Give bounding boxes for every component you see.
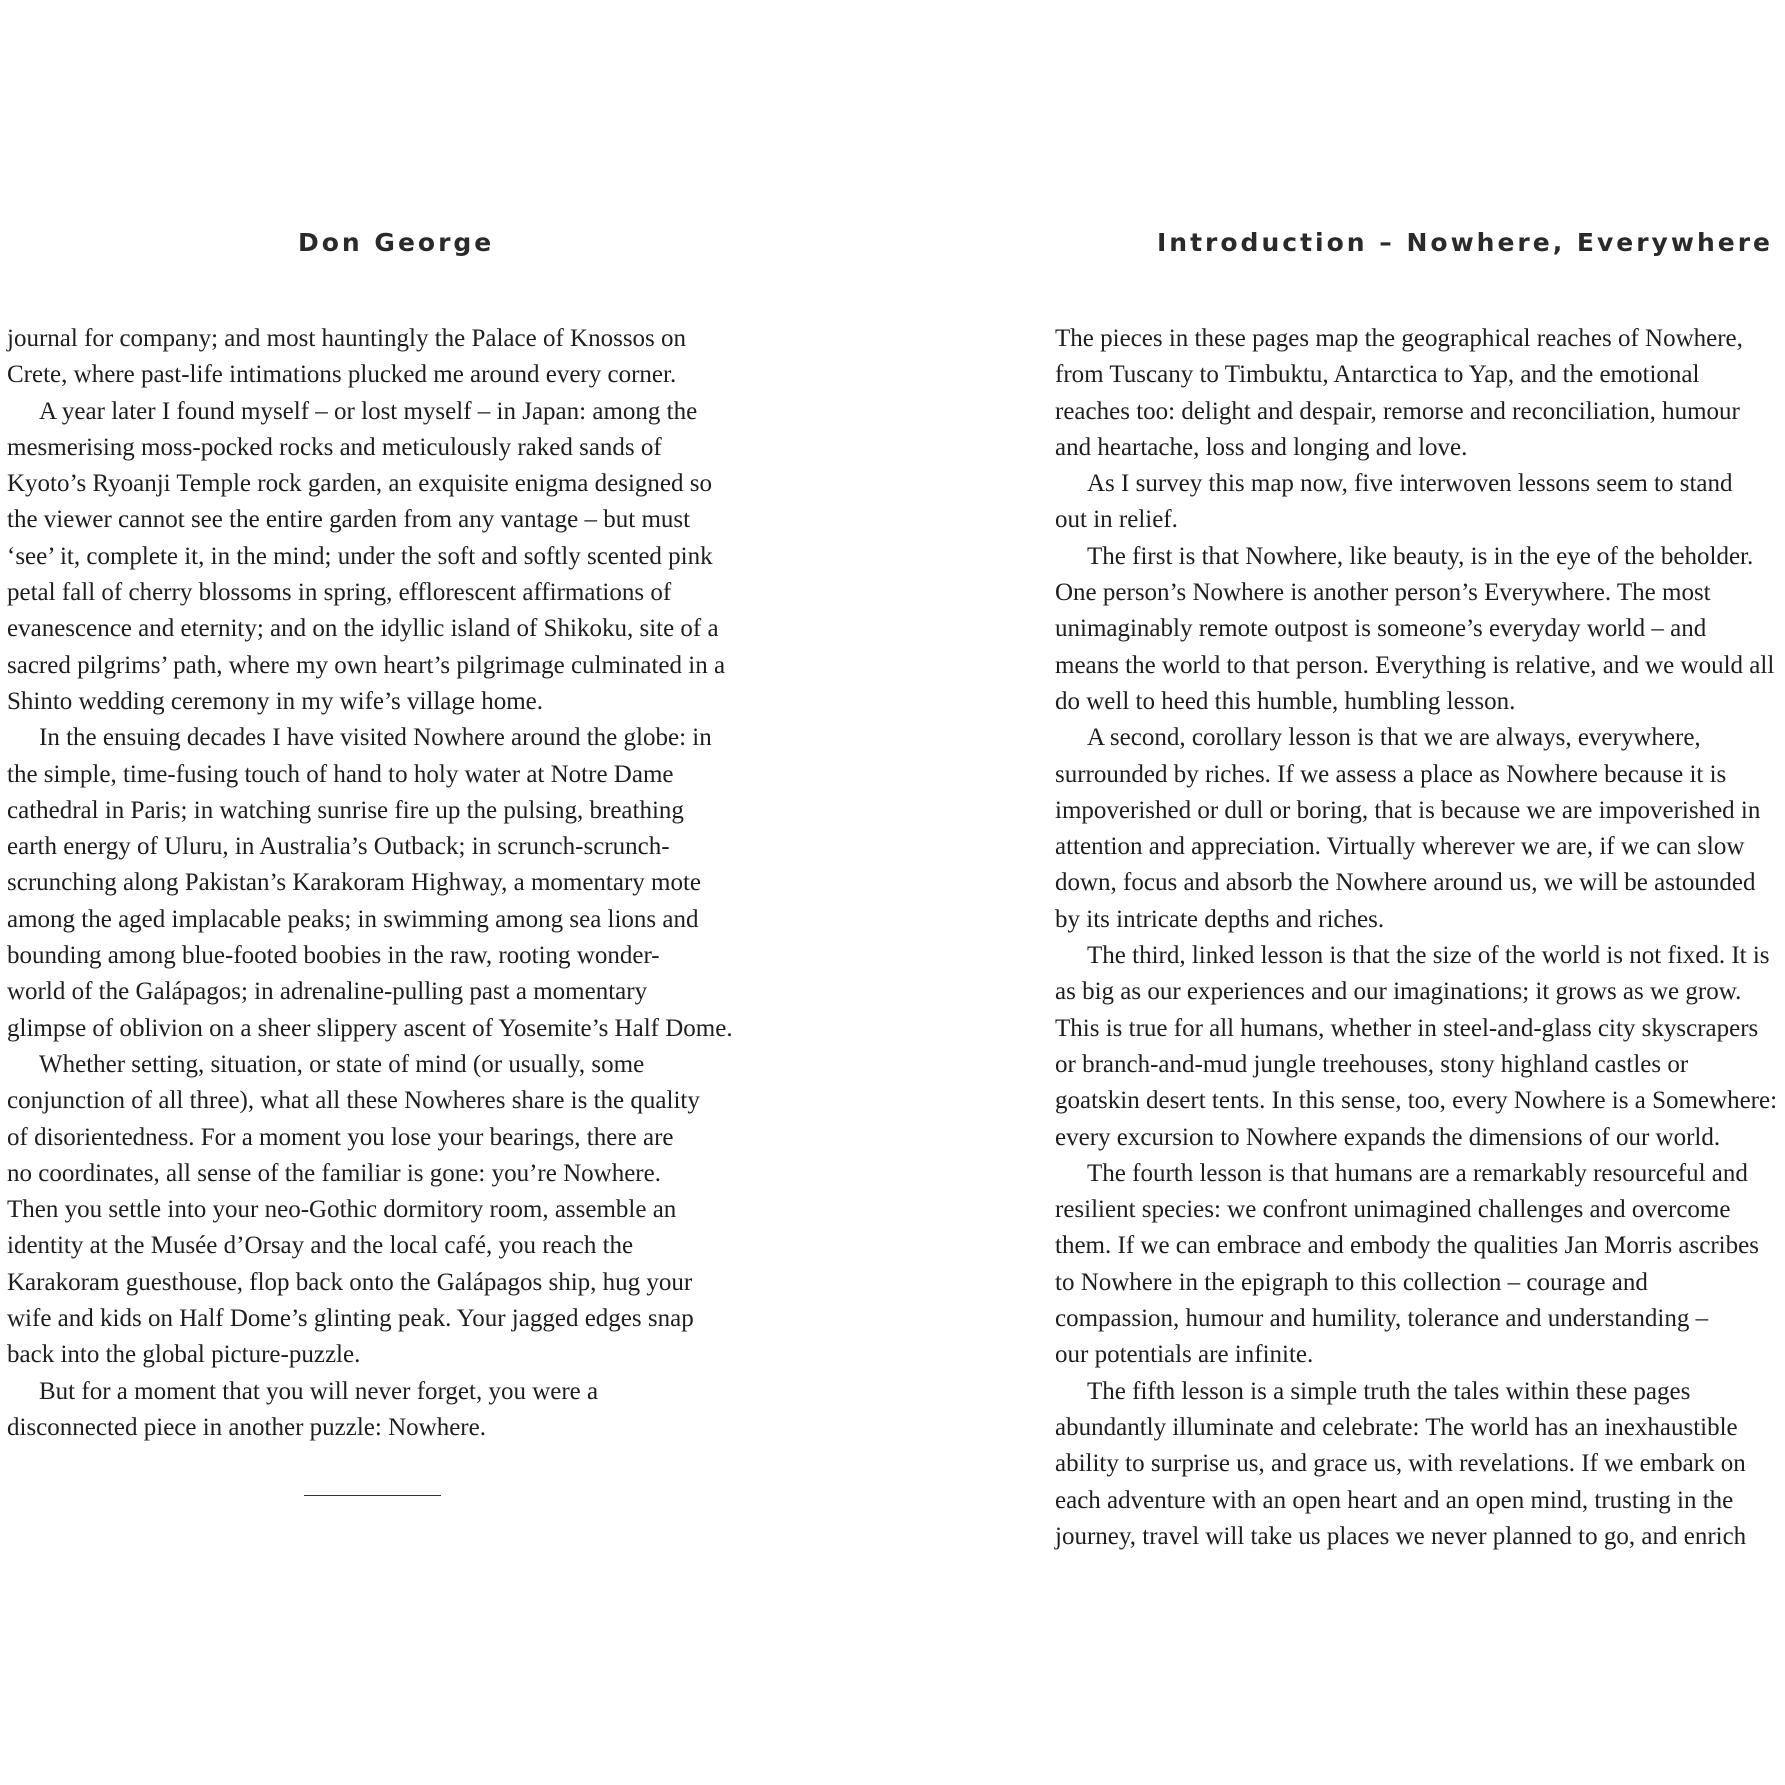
text-line: goatskin desert tents. In this sense, too, every Nowhere is a Somewhere: (1055, 1087, 1778, 1115)
text-line: petal fall of cherry blossoms in spring, efflorescent affirmations of (7, 579, 672, 607)
text-line: In the ensuing decades I have visited Nowhere around the globe: in (39, 724, 712, 752)
text-line: mesmerising moss-pocked rocks and meticulously raked sands of (7, 433, 662, 461)
text-line: unimaginably remote outpost is someone’s everyday world – and (1055, 615, 1707, 643)
text-line: glimpse of oblivion on a sheer slippery ascent of Yosemite’s Half Dome. (7, 1014, 733, 1042)
text-line: means the world to that person. Everything is relative, and we would all (1055, 651, 1775, 679)
text-line: The third, linked lesson is that the size of the world is not fixed. It is (1087, 942, 1770, 970)
text-line: journal for company; and most hauntingly the Palace of Knossos on (7, 325, 687, 352)
text-line: The fifth lesson is a simple truth the tales within these pages (1087, 1377, 1691, 1405)
text-line: sacred pilgrims’ path, where my own heart’s pilgrimage culminated in a (7, 651, 726, 679)
text-line: journey, travel will take us places we never planned to go, and enrich (1055, 1522, 1747, 1550)
text-line: Karakoram guesthouse, flop back onto the Galápagos ship, hug your (7, 1268, 693, 1296)
right-running-head: Introduction – Nowhere, Everywhere (1157, 228, 1773, 257)
text-line: world of the Galápagos; in adrenaline-pulling past a momentary (7, 978, 648, 1006)
text-line: wife and kids on Half Dome’s glinting peak. Your jagged edges snap (7, 1305, 694, 1333)
text-line: out in relief. (1055, 506, 1178, 534)
text-line: do well to heed this humble, humbling lesson. (1055, 687, 1516, 715)
left-body-text (7, 321, 747, 1446)
text-line: earth energy of Uluru, in Australia’s Outback; in scrunch-scrunch- (7, 833, 670, 861)
left-running-head: Don George (298, 228, 495, 257)
text-line: One person’s Nowhere is another person’s Everywhere. The most (1055, 579, 1711, 607)
text-line: surrounded by riches. If we assess a place as Nowhere because it is (1055, 760, 1727, 788)
text-line: evanescence and eternity; and on the idyllic island of Shikoku, site of a (7, 615, 719, 643)
text-line: Crete, where past-life intimations plucked me around every corner. (7, 361, 677, 389)
text-line: Then you settle into your neo-Gothic dormitory room, assemble an (7, 1196, 677, 1224)
section-break-rule (304, 1495, 441, 1496)
text-line: down, focus and absorb the Nowhere around us, we will be astounded (1055, 869, 1756, 897)
text-line: cathedral in Paris; in watching sunrise fire up the pulsing, breathing (7, 796, 684, 824)
right-body-text (1055, 321, 1785, 1555)
text-line: by its intricate depths and riches. (1055, 905, 1385, 933)
text-line: compassion, humour and humility, tolerance and understanding – (1055, 1305, 1709, 1333)
text-line: disconnected piece in another puzzle: Nowhere. (7, 1413, 486, 1441)
text-line: The first is that Nowhere, like beauty, is in the eye of the beholder. (1087, 542, 1754, 570)
text-line: of disorientedness. For a moment you lose your bearings, there are (7, 1123, 674, 1151)
text-line: scrunching along Pakistan’s Karakoram Highway, a momentary mote (7, 869, 702, 897)
text-line: the simple, time-fusing touch of hand to holy water at Notre Dame (7, 760, 674, 788)
text-line: among the aged implacable peaks; in swimming among sea lions and (7, 905, 699, 933)
text-line: ability to surprise us, and grace us, with revelations. If we embark on (1055, 1450, 1746, 1478)
text-line: or branch-and-mud jungle treehouses, stony highland castles or (1055, 1050, 1689, 1078)
text-line: abundantly illuminate and celebrate: The world has an inexhaustible (1055, 1413, 1738, 1441)
text-line: no coordinates, all sense of the familiar is gone: you’re Nowhere. (7, 1159, 661, 1187)
text-line: ‘see’ it, complete it, in the mind; under the soft and softly scented pink (7, 542, 713, 570)
text-line: Whether setting, situation, or state of mind (or usually, some (39, 1050, 645, 1078)
text-line: attention and appreciation. Virtually wherever we are, if we can slow (1055, 833, 1745, 861)
text-line: The fourth lesson is that humans are a remarkably resourceful and (1087, 1159, 1748, 1187)
text-line: conjunction of all three), what all these Nowheres share is the quality (7, 1087, 700, 1115)
text-line: identity at the Musée d’Orsay and the local café, you reach the (7, 1232, 634, 1260)
text-line: But for a moment that you will never forget, you were a (39, 1377, 599, 1405)
text-line: This is true for all humans, whether in steel-and-glass city skyscrapers (1055, 1014, 1759, 1042)
text-line: The pieces in these pages map the geographical reaches of Nowhere, (1055, 325, 1743, 352)
text-line: our potentials are infinite. (1055, 1341, 1314, 1369)
text-line: each adventure with an open heart and an open mind, trusting in the (1055, 1486, 1734, 1514)
text-line: to Nowhere in the epigraph to this collection – courage and (1055, 1268, 1648, 1296)
text-line: bounding among blue-footed boobies in the raw, rooting wonder- (7, 942, 660, 970)
text-line: resilient species: we confront unimagined challenges and overcome (1055, 1196, 1731, 1224)
text-line: As I survey this map now, five interwoven lessons seem to stand (1087, 470, 1733, 498)
text-line: A year later I found myself – or lost myself – in Japan: among the (39, 397, 698, 425)
text-line: Shinto wedding ceremony in my wife’s village home. (7, 687, 544, 715)
text-line: every excursion to Nowhere expands the dimensions of our world. (1055, 1123, 1721, 1151)
text-line: and heartache, loss and longing and love. (1055, 433, 1468, 461)
text-line: the viewer cannot see the entire garden from any vantage – but must (7, 506, 691, 534)
text-line: A second, corollary lesson is that we are always, everywhere, (1087, 724, 1701, 752)
text-line: them. If we can embrace and embody the qualities Jan Morris ascribes (1055, 1232, 1759, 1260)
text-line: back into the global picture-puzzle. (7, 1341, 361, 1369)
text-line: as big as our experiences and our imaginations; it grows as we grow. (1055, 978, 1742, 1006)
text-line: reaches too: delight and despair, remorse and reconciliation, humour (1055, 397, 1740, 425)
text-line: impoverished or dull or boring, that is because we are impoverished in (1055, 796, 1761, 824)
text-line: Kyoto’s Ryoanji Temple rock garden, an exquisite enigma designed so (7, 470, 712, 498)
text-line: from Tuscany to Timbuktu, Antarctica to Yap, and the emotional (1055, 361, 1700, 389)
